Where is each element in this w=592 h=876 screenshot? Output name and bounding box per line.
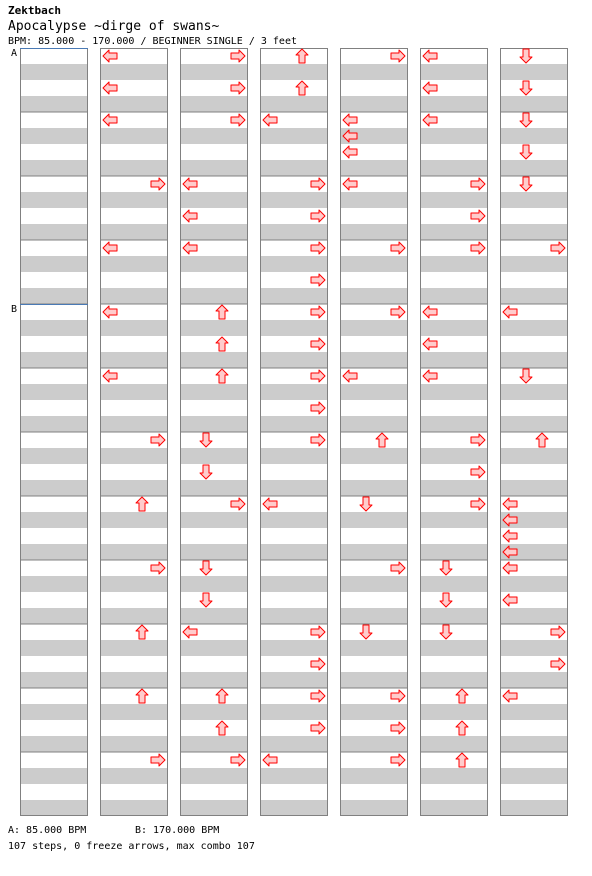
- beat-stripe: [500, 576, 568, 592]
- beat-stripe: [100, 384, 168, 400]
- chart-column: [100, 48, 168, 816]
- beat-stripe: [260, 448, 328, 464]
- beat-stripe: [100, 704, 168, 720]
- beat-stripe: [420, 384, 488, 400]
- beat-stripe: [180, 192, 248, 208]
- beat-stripe: [260, 96, 328, 112]
- beat-stripe: [180, 288, 248, 304]
- beat-stripe: [340, 320, 408, 336]
- beat-stripe: [20, 128, 88, 144]
- beat-stripe: [420, 288, 488, 304]
- beat-stripe: [340, 704, 408, 720]
- beat-stripe: [20, 800, 88, 816]
- beat-stripe: [500, 224, 568, 240]
- beat-stripe: [420, 640, 488, 656]
- beat-stripe: [340, 736, 408, 752]
- beat-stripe: [260, 416, 328, 432]
- beat-stripe: [340, 608, 408, 624]
- beat-stripe: [180, 256, 248, 272]
- beat-stripe: [340, 800, 408, 816]
- beat-stripe: [420, 608, 488, 624]
- beat-stripe: [420, 672, 488, 688]
- chart-column: [180, 48, 248, 816]
- beat-stripe: [260, 288, 328, 304]
- beat-stripe: [500, 672, 568, 688]
- beat-stripe: [100, 64, 168, 80]
- beat-stripe: [100, 608, 168, 624]
- beat-stripe: [340, 192, 408, 208]
- beat-stripe: [180, 480, 248, 496]
- beat-stripe: [180, 608, 248, 624]
- beat-stripe: [180, 128, 248, 144]
- beat-stripe: [260, 672, 328, 688]
- beat-stripe: [180, 704, 248, 720]
- beat-stripe: [260, 640, 328, 656]
- beat-stripe: [20, 192, 88, 208]
- beat-stripe: [180, 160, 248, 176]
- beat-stripe: [340, 416, 408, 432]
- beat-stripe: [500, 608, 568, 624]
- beat-stripe: [500, 640, 568, 656]
- beat-stripe: [20, 512, 88, 528]
- beat-stripe: [420, 416, 488, 432]
- beat-stripe: [180, 224, 248, 240]
- beat-stripe: [20, 320, 88, 336]
- beat-stripe: [20, 768, 88, 784]
- beat-stripe: [500, 736, 568, 752]
- beat-stripe: [420, 96, 488, 112]
- beat-stripe: [20, 224, 88, 240]
- beat-stripe: [20, 704, 88, 720]
- beat-stripe: [20, 448, 88, 464]
- beat-stripe: [340, 288, 408, 304]
- beat-stripe: [100, 800, 168, 816]
- beat-stripe: [340, 512, 408, 528]
- beat-stripe: [260, 800, 328, 816]
- beat-stripe: [20, 672, 88, 688]
- beat-stripe: [340, 672, 408, 688]
- beat-stripe: [260, 384, 328, 400]
- beat-stripe: [100, 768, 168, 784]
- beat-stripe: [260, 256, 328, 272]
- beat-stripe: [100, 352, 168, 368]
- beat-stripe: [500, 768, 568, 784]
- beat-stripe: [20, 544, 88, 560]
- beat-stripe: [260, 160, 328, 176]
- beat-stripe: [100, 544, 168, 560]
- beat-stripe: [500, 256, 568, 272]
- chart-column: [20, 48, 88, 816]
- beat-stripe: [340, 768, 408, 784]
- beat-stripe: [500, 64, 568, 80]
- beat-stripe: [500, 192, 568, 208]
- beat-stripe: [420, 448, 488, 464]
- beat-stripe: [420, 800, 488, 816]
- beat-stripe: [20, 64, 88, 80]
- beat-stripe: [180, 736, 248, 752]
- song-title: Apocalypse ~dirge of swans~: [8, 19, 220, 34]
- beat-stripe: [500, 128, 568, 144]
- beat-stripe: [180, 800, 248, 816]
- chart-column: [340, 48, 408, 816]
- bpm-a-label: A: 85.000 BPM: [8, 825, 87, 836]
- beat-stripe: [180, 640, 248, 656]
- chart-column: [500, 48, 568, 816]
- beat-stripe: [420, 576, 488, 592]
- beat-stripe: [260, 608, 328, 624]
- artist-name: Zektbach: [8, 4, 61, 17]
- beat-stripe: [260, 192, 328, 208]
- beat-stripe: [340, 64, 408, 80]
- beat-stripe: [260, 544, 328, 560]
- beat-stripe: [100, 128, 168, 144]
- beat-stripe: [340, 448, 408, 464]
- beat-stripe: [260, 128, 328, 144]
- beat-stripe: [100, 256, 168, 272]
- beat-stripe: [420, 256, 488, 272]
- beat-stripe: [20, 288, 88, 304]
- beat-stripe: [180, 96, 248, 112]
- beat-stripe: [500, 288, 568, 304]
- bpm-b-label: B: 170.000 BPM: [135, 825, 220, 836]
- beat-stripe: [180, 768, 248, 784]
- beat-stripe: [20, 608, 88, 624]
- beat-stripe: [340, 352, 408, 368]
- beat-stripe: [100, 640, 168, 656]
- beat-stripe: [180, 544, 248, 560]
- beat-stripe: [20, 736, 88, 752]
- beat-stripe: [20, 480, 88, 496]
- beat-stripe: [340, 480, 408, 496]
- beat-stripe: [260, 64, 328, 80]
- beat-stripe: [180, 320, 248, 336]
- beat-stripe: [100, 224, 168, 240]
- beat-stripe: [500, 480, 568, 496]
- beat-stripe: [500, 800, 568, 816]
- beat-stripe: [420, 512, 488, 528]
- beat-stripe: [340, 544, 408, 560]
- beat-stripe: [340, 256, 408, 272]
- beat-stripe: [340, 160, 408, 176]
- beat-stripe: [100, 288, 168, 304]
- beat-stripe: [20, 96, 88, 112]
- beat-stripe: [420, 320, 488, 336]
- beat-stripe: [500, 704, 568, 720]
- beat-stripe: [180, 512, 248, 528]
- beat-stripe: [100, 512, 168, 528]
- bpm-marker-label: B: [11, 304, 18, 315]
- beat-stripe: [500, 384, 568, 400]
- beat-stripe: [20, 352, 88, 368]
- bpm-marker-label: A: [11, 48, 18, 59]
- beat-stripe: [100, 416, 168, 432]
- beat-stripe: [260, 768, 328, 784]
- beat-stripe: [180, 672, 248, 688]
- beat-stripe: [100, 672, 168, 688]
- beat-stripe: [180, 352, 248, 368]
- beat-stripe: [260, 576, 328, 592]
- chart-summary: 107 steps, 0 freeze arrows, max combo 107: [8, 841, 255, 852]
- beat-stripe: [340, 576, 408, 592]
- beat-stripe: [500, 448, 568, 464]
- chart-column: [420, 48, 488, 816]
- beat-stripe: [100, 96, 168, 112]
- beat-stripe: [180, 416, 248, 432]
- beat-stripe: [500, 320, 568, 336]
- beat-stripe: [420, 480, 488, 496]
- beat-stripe: [420, 704, 488, 720]
- beat-stripe: [420, 544, 488, 560]
- beat-stripe: [340, 640, 408, 656]
- beat-stripe: [20, 576, 88, 592]
- beat-stripe: [180, 448, 248, 464]
- beat-stripe: [500, 160, 568, 176]
- beat-stripe: [100, 480, 168, 496]
- beat-stripe: [20, 384, 88, 400]
- beat-stripe: [20, 160, 88, 176]
- beat-stripe: [340, 384, 408, 400]
- beat-stripe: [180, 576, 248, 592]
- chart-info: BPM: 85.000 - 170.000 / BEGINNER SINGLE / 3 feet: [8, 36, 297, 47]
- beat-stripe: [100, 320, 168, 336]
- beat-stripe: [420, 64, 488, 80]
- beat-stripe: [420, 768, 488, 784]
- beat-stripe: [420, 736, 488, 752]
- beat-stripe: [340, 224, 408, 240]
- beat-stripe: [180, 64, 248, 80]
- beat-stripe: [260, 736, 328, 752]
- beat-stripe: [260, 320, 328, 336]
- beat-stripe: [260, 352, 328, 368]
- beat-stripe: [500, 416, 568, 432]
- beat-stripe: [420, 192, 488, 208]
- beat-stripe: [340, 96, 408, 112]
- beat-stripe: [420, 352, 488, 368]
- beat-stripe: [100, 448, 168, 464]
- beat-stripe: [420, 224, 488, 240]
- beat-stripe: [180, 384, 248, 400]
- chart-column: [260, 48, 328, 816]
- beat-stripe: [420, 160, 488, 176]
- beat-stripe: [100, 192, 168, 208]
- beat-stripe: [20, 416, 88, 432]
- beat-stripe: [420, 128, 488, 144]
- beat-stripe: [260, 480, 328, 496]
- beat-stripe: [20, 640, 88, 656]
- beat-stripe: [260, 224, 328, 240]
- beat-stripe: [260, 512, 328, 528]
- beat-stripe: [260, 704, 328, 720]
- beat-stripe: [500, 352, 568, 368]
- beat-stripe: [100, 736, 168, 752]
- beat-stripe: [20, 256, 88, 272]
- beat-stripe: [100, 160, 168, 176]
- beat-stripe: [100, 576, 168, 592]
- beat-stripe: [500, 96, 568, 112]
